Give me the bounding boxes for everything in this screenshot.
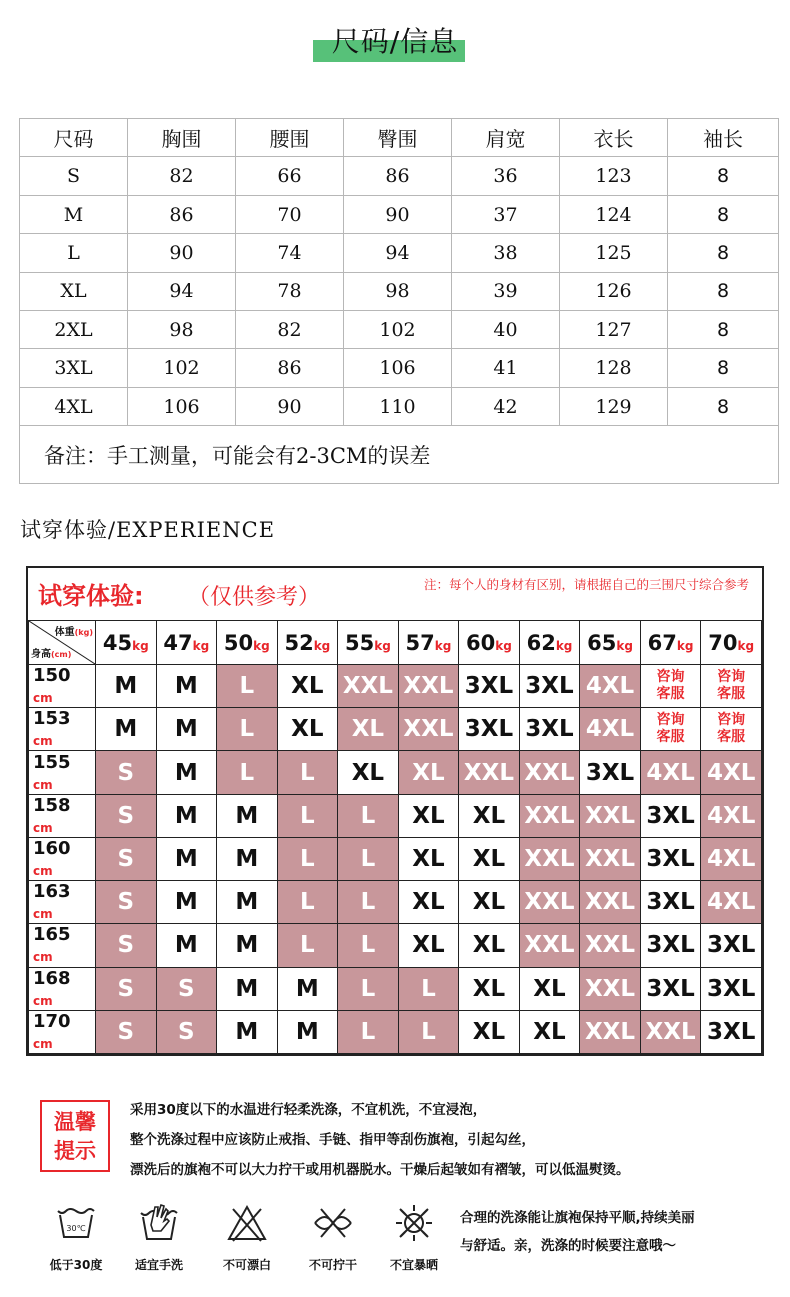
fit-height-header (29, 924, 96, 967)
fit-size-cell: M (156, 794, 217, 837)
size-cell: 36 (452, 157, 560, 195)
fit-size-cell: XL (459, 924, 520, 967)
fit-weight-header (640, 621, 701, 665)
corner-weight-unit: (kg) (74, 628, 93, 637)
fit-size-cell: XL (459, 837, 520, 880)
fit-size-cell: M (156, 924, 217, 967)
height-value: 165 (33, 924, 71, 946)
fit-size-cell: L (338, 967, 399, 1010)
fit-size-cell: XXL (580, 1010, 641, 1053)
fit-size-cell: XXL (398, 708, 459, 751)
fit-size-cell: XXL (580, 837, 641, 880)
weight-value: 47 (163, 630, 193, 655)
size-cell: 74 (236, 234, 344, 272)
fit-size-cell: XL (338, 708, 399, 751)
closing-line-1: 合理的洗涤能让旗袍保持平顺,持续美丽 (460, 1210, 695, 1226)
height-unit: cm (33, 777, 53, 792)
fit-size-cell: XXL (338, 665, 399, 708)
fit-size-cell: L (338, 794, 399, 837)
fit-height-row (29, 924, 762, 967)
size-cell: 102 (344, 311, 452, 349)
fit-size-cell: M (156, 837, 217, 880)
fit-size-cell: 4XL (580, 708, 641, 751)
fit-size-cell: XXL (459, 751, 520, 794)
fit-size-cell: XL (277, 665, 338, 708)
fit-height-row (29, 794, 762, 837)
fit-size-cell: XXL (398, 665, 459, 708)
size-cell: 90 (236, 387, 344, 425)
fit-size-cell: L (217, 665, 278, 708)
size-col-header: 臀围 (344, 119, 452, 157)
size-cell: 98 (128, 311, 236, 349)
fit-size-cell: M (156, 708, 217, 751)
page-title: 尺码/信息 (331, 25, 459, 58)
weight-value: 70 (708, 630, 738, 655)
fit-size-cell: L (398, 1010, 459, 1053)
hand-wash-label: 适宜手洗 (134, 1258, 183, 1272)
fit-size-cell: 3XL (640, 924, 701, 967)
height-value: 168 (33, 967, 71, 989)
wash-30-icon (54, 1203, 98, 1243)
fit-size-cell: XXL (519, 794, 580, 837)
height-value: 158 (33, 794, 71, 816)
fit-size-cell: S (96, 1010, 157, 1053)
corner-height-label: 身高 (31, 649, 51, 660)
fit-size-cell: L (217, 708, 278, 751)
weight-value: 52 (284, 630, 314, 655)
weight-unit: kg (737, 638, 755, 653)
fit-size-cell: L (277, 794, 338, 837)
size-table-row (20, 349, 779, 387)
size-table-row (20, 387, 779, 425)
fit-size-cell: 4XL (701, 881, 762, 924)
fit-size-cell: M (217, 881, 278, 924)
fit-size-cell: L (277, 837, 338, 880)
weight-value: 67 (647, 630, 677, 655)
fit-size-cell: S (96, 794, 157, 837)
size-cell: 86 (344, 157, 452, 195)
fit-weight-header (580, 621, 641, 665)
no-wring-label: 不可拧干 (308, 1258, 357, 1272)
weight-value: 57 (405, 630, 435, 655)
size-cell: L (20, 234, 128, 272)
weight-unit: kg (374, 638, 391, 653)
size-table-row (20, 157, 779, 195)
fit-size-cell: XL (398, 837, 459, 880)
weight-value: 65 (587, 630, 617, 655)
fit-size-cell: 3XL (701, 924, 762, 967)
size-cell: 106 (128, 387, 236, 425)
fit-size-cell: XXL (519, 924, 580, 967)
fit-size-cell: 咨询 客服 (640, 665, 701, 708)
weight-unit: kg (555, 638, 573, 653)
height-value: 170 (33, 1010, 71, 1032)
fit-size-cell: XL (398, 794, 459, 837)
size-cell: 3XL (20, 349, 128, 387)
fit-size-cell: XXL (519, 751, 580, 794)
size-cell: 42 (452, 387, 560, 425)
weight-value: 60 (466, 630, 496, 655)
fit-height-row (29, 665, 762, 708)
fit-size-cell: S (96, 881, 157, 924)
tip-line-3: 漂洗后的旗袍不可以大力拧干或用机器脱水。干燥后起皱如有褶皱，可以低温熨烫。 (130, 1162, 630, 1178)
fit-size-cell: M (217, 967, 278, 1010)
size-cell: 66 (236, 157, 344, 195)
size-cell: 94 (344, 234, 452, 272)
fit-height-header (29, 708, 96, 751)
size-cell: 38 (452, 234, 560, 272)
size-cell: 8 (668, 349, 779, 387)
size-note: 备注：手工测量，可能会有2-3CM的误差 (20, 426, 779, 484)
fit-weight-header (519, 621, 580, 665)
experience-section-title: 试穿体验/EXPERIENCE (20, 518, 276, 542)
height-unit: cm (33, 863, 53, 878)
height-unit: cm (33, 950, 53, 965)
fit-size-cell: L (277, 924, 338, 967)
fit-size-cell: 3XL (519, 665, 580, 708)
tip-line-1: 采用30度以下的水温进行轻柔洗涤，不宜机洗，不宜浸泡， (130, 1102, 487, 1118)
fit-box-note: 注：每个人的身材有区别，请根据自己的三围尺寸综合参考 (424, 577, 750, 592)
height-unit: cm (33, 907, 53, 922)
fit-size-cell: M (217, 794, 278, 837)
fit-size-cell: 4XL (640, 751, 701, 794)
fit-size-cell: XL (459, 967, 520, 1010)
fit-size-cell: XXL (519, 881, 580, 924)
height-value: 160 (33, 837, 71, 859)
size-cell: S (20, 157, 128, 195)
size-table (19, 118, 779, 484)
fit-weight-header (217, 621, 278, 665)
height-unit: cm (33, 993, 53, 1008)
size-cell: 8 (668, 234, 779, 272)
height-unit: cm (33, 1036, 53, 1051)
fit-size-cell: L (338, 924, 399, 967)
fit-size-cell: 3XL (701, 967, 762, 1010)
fit-size-cell: L (338, 881, 399, 924)
size-cell: 37 (452, 195, 560, 233)
fit-size-cell: L (338, 1010, 399, 1053)
fit-weight-header (701, 621, 762, 665)
fit-size-cell: 3XL (580, 751, 641, 794)
fit-size-cell: S (96, 751, 157, 794)
fit-size-cell: XL (459, 794, 520, 837)
weight-unit: kg (434, 638, 452, 653)
size-cell: 8 (668, 195, 779, 233)
size-col-header: 衣长 (560, 119, 668, 157)
wash-temp-text: 30℃ (66, 1224, 86, 1233)
size-cell: 86 (128, 195, 236, 233)
fit-size-cell: M (156, 751, 217, 794)
fit-size-cell: XL (398, 924, 459, 967)
fit-size-cell: 4XL (701, 794, 762, 837)
fit-size-cell: XL (398, 751, 459, 794)
weight-unit: kg (132, 638, 149, 653)
weight-value: 45 (102, 630, 133, 655)
weight-value: 62 (526, 630, 556, 655)
fit-size-cell: M (156, 665, 217, 708)
size-cell: 110 (344, 387, 452, 425)
size-col-header: 腰围 (236, 119, 344, 157)
no-sun-icon (392, 1203, 436, 1243)
size-col-header: 袖长 (668, 119, 779, 157)
size-cell: 86 (236, 349, 344, 387)
fit-size-cell: XL (459, 1010, 520, 1053)
size-cell: 82 (236, 311, 344, 349)
size-cell: 39 (452, 272, 560, 310)
fit-height-header (29, 751, 96, 794)
fit-size-cell: M (96, 665, 157, 708)
fit-size-cell: 3XL (459, 665, 520, 708)
fit-size-cell: M (277, 967, 338, 1010)
fit-size-cell: L (338, 837, 399, 880)
size-cell: 106 (344, 349, 452, 387)
size-cell: 4XL (20, 387, 128, 425)
fit-height-header (29, 881, 96, 924)
size-cell: 128 (560, 349, 668, 387)
size-cell: M (20, 195, 128, 233)
closing-line-2: 与舒适。亲，洗涤的时候要注意哦～ (460, 1238, 676, 1254)
size-cell: 70 (236, 195, 344, 233)
size-table-row (20, 234, 779, 272)
tips-badge-line2: 提示 (54, 1139, 96, 1163)
fit-weight-header (96, 621, 157, 665)
fit-size-cell: XL (519, 967, 580, 1010)
wash-30-label: 低于30度 (49, 1258, 103, 1272)
size-cell: 123 (560, 157, 668, 195)
fit-experience-box (26, 566, 764, 1056)
size-table-row (20, 195, 779, 233)
size-table-header (20, 119, 779, 157)
no-wring-icon (311, 1203, 355, 1243)
size-cell: 124 (560, 195, 668, 233)
weight-unit: kg (313, 638, 331, 653)
fit-size-cell: L (277, 751, 338, 794)
size-cell: 98 (344, 272, 452, 310)
no-bleach-icon (225, 1203, 269, 1243)
size-cell: 126 (560, 272, 668, 310)
fit-height-row (29, 837, 762, 880)
hand-wash-icon (137, 1203, 181, 1243)
size-cell: 102 (128, 349, 236, 387)
fit-height-row (29, 881, 762, 924)
height-unit: cm (33, 734, 53, 749)
fit-size-cell: XL (519, 1010, 580, 1053)
fit-size-cell: XL (459, 881, 520, 924)
fit-size-cell: 咨询 客服 (640, 708, 701, 751)
fit-size-cell: L (217, 751, 278, 794)
fit-size-cell: XXL (580, 881, 641, 924)
fit-size-cell: M (96, 708, 157, 751)
size-cell: 40 (452, 311, 560, 349)
size-cell: 129 (560, 387, 668, 425)
fit-size-cell: M (217, 837, 278, 880)
size-cell: 90 (128, 234, 236, 272)
size-cell: 82 (128, 157, 236, 195)
fit-size-cell: XXL (640, 1010, 701, 1053)
size-note-row (20, 426, 779, 484)
fit-size-cell: S (156, 1010, 217, 1053)
fit-size-cell: 咨询 客服 (701, 708, 762, 751)
fit-corner-cell (29, 621, 96, 665)
height-value: 153 (33, 708, 71, 730)
height-value: 150 (33, 665, 71, 687)
fit-table (28, 620, 762, 1054)
fit-weight-header (156, 621, 217, 665)
fit-size-cell: XL (398, 881, 459, 924)
fit-box-subtitle: （仅供参考） (188, 585, 321, 610)
tips-badge-line1: 温馨 (54, 1110, 96, 1134)
size-cell: 127 (560, 311, 668, 349)
fit-height-row (29, 751, 762, 794)
weight-unit: kg (192, 638, 210, 653)
fit-size-cell: M (217, 1010, 278, 1053)
fit-size-cell: 3XL (640, 881, 701, 924)
size-cell: 8 (668, 272, 779, 310)
fit-size-cell: M (217, 924, 278, 967)
fit-size-cell: 3XL (640, 967, 701, 1010)
fit-size-cell: XXL (580, 794, 641, 837)
fit-weight-header (277, 621, 338, 665)
fit-size-cell: 3XL (640, 837, 701, 880)
fit-size-cell: L (398, 967, 459, 1010)
size-cell: 8 (668, 157, 779, 195)
weight-unit: kg (495, 638, 512, 653)
size-cell: 125 (560, 234, 668, 272)
fit-size-cell: 4XL (580, 665, 641, 708)
size-col-header: 尺码 (20, 119, 128, 157)
fit-size-cell: S (96, 924, 157, 967)
tips-badge (40, 1100, 110, 1172)
fit-height-header (29, 1010, 96, 1053)
fit-box-title: 试穿体验: (38, 582, 144, 610)
fit-height-row (29, 1010, 762, 1053)
fit-size-cell: M (277, 1010, 338, 1053)
fit-size-cell: S (96, 837, 157, 880)
fit-height-header (29, 967, 96, 1010)
fit-weight-header (459, 621, 520, 665)
height-unit: cm (33, 691, 53, 706)
size-table-row (20, 311, 779, 349)
size-cell: 94 (128, 272, 236, 310)
fit-weight-row (29, 621, 762, 665)
size-cell: 8 (668, 387, 779, 425)
fit-size-cell: 咨询 客服 (701, 665, 762, 708)
size-cell: 2XL (20, 311, 128, 349)
size-cell: 8 (668, 311, 779, 349)
no-bleach-label: 不可漂白 (222, 1258, 271, 1272)
fit-size-cell: L (277, 881, 338, 924)
fit-size-cell: S (96, 967, 157, 1010)
fit-size-cell: XXL (580, 924, 641, 967)
fit-height-header (29, 794, 96, 837)
fit-height-header (29, 837, 96, 880)
fit-size-cell: S (156, 967, 217, 1010)
fit-size-cell: XXL (580, 967, 641, 1010)
weight-value: 50 (223, 630, 254, 655)
weight-value: 55 (344, 630, 375, 655)
height-value: 155 (33, 751, 71, 773)
fit-size-cell: XXL (519, 837, 580, 880)
size-col-header: 胸围 (128, 119, 236, 157)
size-cell: XL (20, 272, 128, 310)
fit-size-cell: 3XL (459, 708, 520, 751)
fit-weight-header (338, 621, 399, 665)
corner-weight-label: 体重 (54, 627, 75, 638)
weight-unit: kg (253, 638, 270, 653)
size-col-header: 肩宽 (452, 119, 560, 157)
fit-height-header (29, 665, 96, 708)
fit-height-row (29, 967, 762, 1010)
size-cell: 78 (236, 272, 344, 310)
fit-size-cell: 4XL (701, 751, 762, 794)
fit-weight-header (398, 621, 459, 665)
fit-size-cell: 3XL (701, 1010, 762, 1053)
fit-size-cell: M (156, 881, 217, 924)
fit-size-cell: 4XL (701, 837, 762, 880)
fit-height-row (29, 708, 762, 751)
size-cell: 90 (344, 195, 452, 233)
fit-size-cell: XL (277, 708, 338, 751)
fit-size-cell: 3XL (519, 708, 580, 751)
corner-height-unit: (cm) (51, 650, 72, 659)
weight-unit: kg (676, 638, 694, 653)
tip-line-2: 整个洗涤过程中应该防止戒指、手链、指甲等刮伤旗袍，引起勾丝， (130, 1132, 535, 1148)
height-value: 163 (33, 881, 71, 903)
no-sun-label: 不宜暴晒 (389, 1258, 438, 1272)
height-unit: cm (33, 820, 53, 835)
weight-unit: kg (616, 638, 633, 653)
fit-size-cell: XL (338, 751, 399, 794)
size-table-row (20, 272, 779, 310)
size-cell: 41 (452, 349, 560, 387)
fit-size-cell: 3XL (640, 794, 701, 837)
